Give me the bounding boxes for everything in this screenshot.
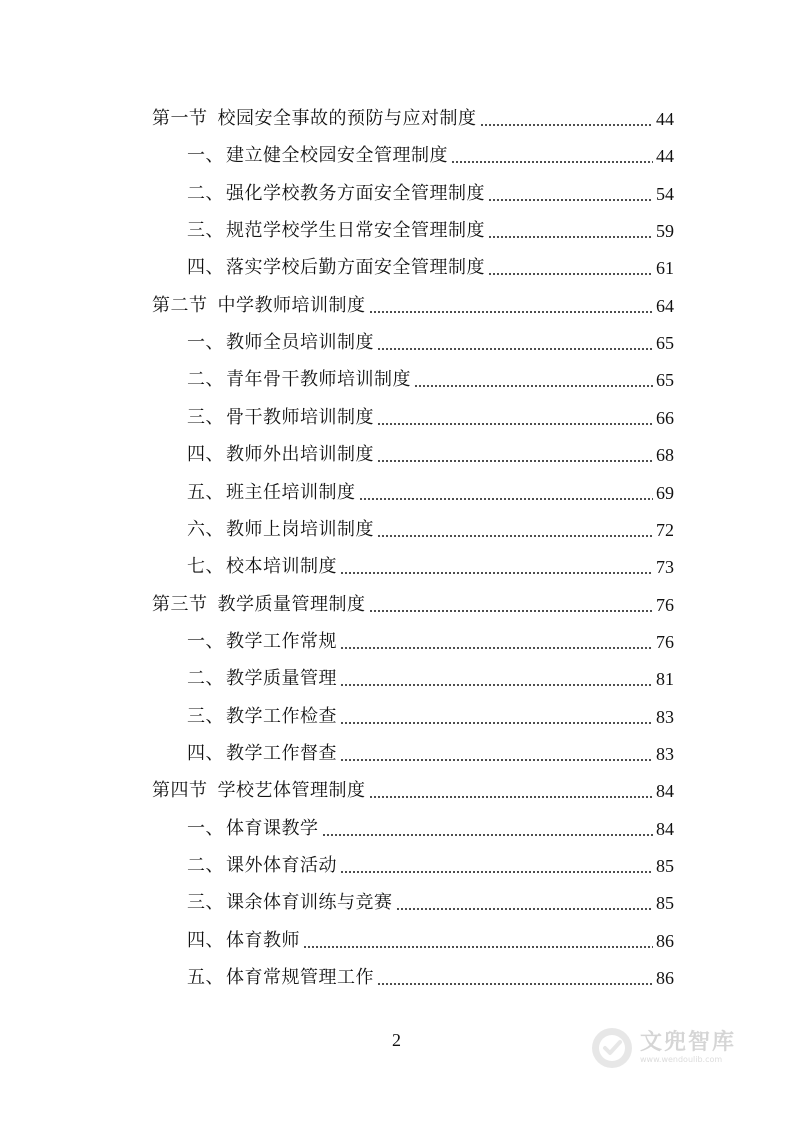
toc-item-entry[interactable] bbox=[187, 478, 674, 508]
page-number: 2 bbox=[392, 1030, 401, 1050]
toc-entry-number: 五、 bbox=[187, 967, 224, 989]
toc-entry-number: 四、 bbox=[187, 742, 224, 764]
toc-entry-title bbox=[187, 702, 337, 732]
toc-dot-leader bbox=[377, 983, 653, 985]
toc-entry-title bbox=[187, 552, 337, 582]
toc-item-entry[interactable] bbox=[187, 365, 674, 395]
toc-entry-title bbox=[152, 776, 366, 806]
toc-item-entry[interactable] bbox=[187, 440, 674, 470]
toc-dot-leader bbox=[322, 834, 654, 836]
toc-entry-title bbox=[187, 328, 374, 358]
toc-item-entry[interactable] bbox=[187, 515, 674, 545]
toc-page-number: 65 bbox=[656, 333, 674, 354]
toc-entry-title bbox=[187, 814, 319, 844]
toc-item-entry[interactable] bbox=[187, 627, 674, 657]
toc-item-entry[interactable] bbox=[187, 141, 674, 171]
toc-dot-leader bbox=[359, 498, 654, 500]
toc-entry-title bbox=[187, 440, 374, 470]
toc-page-number: 54 bbox=[656, 183, 674, 204]
toc-entry-text: 教学工作常规 bbox=[226, 630, 337, 652]
toc-page-number: 72 bbox=[656, 519, 674, 540]
toc-entry-title bbox=[187, 888, 393, 918]
toc-entry-text: 教师外出培训制度 bbox=[226, 444, 374, 466]
toc-entry-title bbox=[187, 365, 411, 395]
toc-dot-leader bbox=[340, 572, 653, 574]
toc-dot-leader bbox=[480, 124, 654, 126]
toc-page-number: 73 bbox=[656, 557, 674, 578]
toc-page-number: 65 bbox=[656, 370, 674, 391]
toc-dot-leader bbox=[414, 385, 653, 387]
toc-dot-leader bbox=[340, 722, 653, 724]
toc-entry-number: 三、 bbox=[187, 220, 224, 242]
toc-entry-text: 规范学校学生日常安全管理制度 bbox=[226, 220, 485, 242]
toc-dot-leader bbox=[377, 423, 653, 425]
toc-entry-text: 课外体育活动 bbox=[226, 855, 337, 876]
toc-item-entry[interactable] bbox=[187, 216, 674, 246]
toc-section-entry[interactable] bbox=[152, 291, 674, 321]
toc-item-entry[interactable] bbox=[187, 963, 674, 993]
toc-entry-text: 教学质量管理制度 bbox=[217, 593, 366, 615]
toc-item-entry[interactable] bbox=[187, 403, 674, 433]
toc-dot-leader bbox=[303, 946, 653, 948]
toc-page-number: 84 bbox=[656, 781, 674, 802]
toc-dot-leader bbox=[451, 161, 653, 163]
toc-entry-text: 教学质量管理 bbox=[226, 668, 337, 690]
toc-section-entry[interactable] bbox=[152, 776, 674, 806]
toc-page-number: 68 bbox=[656, 445, 674, 466]
toc-dot-leader bbox=[340, 647, 653, 649]
toc-entry-text: 班主任培训制度 bbox=[226, 481, 356, 503]
toc-entry-title bbox=[187, 963, 374, 993]
toc-item-entry[interactable] bbox=[187, 739, 674, 769]
watermark-title: 文兜智库 bbox=[640, 1029, 737, 1055]
toc-entry-text: 强化学校教务方面安全管理制度 bbox=[226, 182, 485, 204]
toc-entry-title bbox=[152, 291, 366, 321]
toc-dot-leader bbox=[340, 684, 653, 686]
toc-dot-leader bbox=[488, 199, 653, 201]
toc-entry-title bbox=[187, 664, 337, 694]
toc-page-number: 76 bbox=[656, 631, 674, 652]
toc-page-number: 66 bbox=[656, 407, 674, 428]
toc-page-number: 81 bbox=[656, 669, 674, 690]
toc-page-number: 84 bbox=[656, 818, 674, 839]
toc-entry-number: 第四节 bbox=[152, 780, 208, 802]
watermark-url: www.wendoulib.com bbox=[640, 1054, 723, 1064]
toc-page-number: 86 bbox=[656, 968, 674, 989]
toc-entry-number: 一、 bbox=[187, 332, 224, 354]
toc-page-number: 83 bbox=[656, 743, 674, 764]
toc-dot-leader bbox=[377, 460, 653, 462]
toc-entry-text: 教学工作督查 bbox=[226, 742, 337, 764]
toc-page-number: 85 bbox=[656, 893, 674, 914]
toc-entry-text: 校本培训制度 bbox=[226, 556, 337, 578]
toc-page-number: 86 bbox=[656, 930, 674, 951]
toc-entry-text: 青年骨干教师培训制度 bbox=[226, 369, 411, 391]
toc-entry-number: 二、 bbox=[187, 855, 224, 876]
toc-entry-number: 三、 bbox=[187, 705, 224, 727]
toc-entry-title bbox=[187, 478, 356, 508]
toc-entry-title bbox=[187, 627, 337, 657]
toc-item-entry[interactable] bbox=[187, 552, 674, 582]
toc-dot-leader bbox=[340, 759, 653, 761]
toc-dot-leader bbox=[369, 610, 654, 612]
toc-entry-title bbox=[187, 851, 337, 881]
toc-item-entry[interactable] bbox=[187, 328, 674, 358]
toc-dot-leader bbox=[377, 535, 653, 537]
toc-entry-number: 一、 bbox=[187, 817, 224, 839]
toc-page-number: 64 bbox=[656, 295, 674, 316]
toc-entry-title bbox=[152, 104, 477, 134]
watermark bbox=[590, 1020, 765, 1075]
toc-entry-number: 第二节 bbox=[152, 294, 208, 316]
wendou-logo-icon bbox=[590, 1026, 634, 1070]
toc-entry-number: 七、 bbox=[187, 556, 224, 578]
toc-page-number: 61 bbox=[656, 258, 674, 279]
toc-item-entry[interactable] bbox=[187, 926, 674, 956]
toc-entry-text: 课余体育训练与竞赛 bbox=[226, 892, 393, 914]
toc-entry-number: 二、 bbox=[187, 668, 224, 690]
toc-entry-title bbox=[152, 590, 366, 620]
toc-entry-number: 第一节 bbox=[152, 108, 208, 129]
toc-page-number: 44 bbox=[656, 146, 674, 167]
toc-entry-text: 体育教师 bbox=[226, 929, 300, 951]
toc-item-entry[interactable] bbox=[187, 888, 674, 918]
toc-dot-leader bbox=[369, 796, 654, 798]
toc-page-number: 59 bbox=[656, 221, 674, 242]
toc-page-number: 76 bbox=[656, 594, 674, 615]
toc-entry-title bbox=[187, 926, 300, 956]
toc-entry-title bbox=[187, 739, 337, 769]
toc-item-entry[interactable] bbox=[187, 179, 674, 209]
toc-dot-leader bbox=[488, 236, 653, 238]
toc-entry-text: 建立健全校园安全管理制度 bbox=[226, 145, 448, 167]
toc-dot-leader bbox=[488, 273, 653, 275]
toc-entry-text: 校园安全事故的预防与应对制度 bbox=[217, 108, 477, 129]
toc-section-entry[interactable] bbox=[152, 104, 674, 134]
toc-entry-number: 四、 bbox=[187, 444, 224, 466]
toc-entry-number: 四、 bbox=[187, 257, 224, 279]
toc-entry-number: 三、 bbox=[187, 406, 224, 428]
toc-dot-leader bbox=[369, 311, 654, 313]
toc-entry-text: 落实学校后勤方面安全管理制度 bbox=[226, 257, 485, 279]
toc-entry-number: 五、 bbox=[187, 481, 224, 503]
toc-dot-leader bbox=[377, 348, 653, 350]
toc-item-entry[interactable] bbox=[187, 702, 674, 732]
toc-entry-text: 体育课教学 bbox=[226, 817, 319, 839]
toc-entry-text: 教学工作检查 bbox=[226, 705, 337, 727]
toc-entry-title bbox=[187, 403, 374, 433]
toc-item-entry[interactable] bbox=[187, 814, 674, 844]
toc-entry-title bbox=[187, 253, 485, 283]
toc-item-entry[interactable] bbox=[187, 253, 674, 283]
toc-entry-text: 教师全员培训制度 bbox=[226, 332, 374, 354]
toc-page-number: 44 bbox=[656, 109, 674, 129]
toc-entry-number: 二、 bbox=[187, 182, 224, 204]
toc-entry-number: 四、 bbox=[187, 929, 224, 951]
toc-entry-text: 体育常规管理工作 bbox=[226, 967, 374, 989]
toc-item-entry[interactable] bbox=[187, 851, 674, 881]
toc-entry-title bbox=[187, 515, 374, 545]
toc-entry-number: 二、 bbox=[187, 369, 224, 391]
toc-entry-title bbox=[187, 216, 485, 246]
toc-page-number: 83 bbox=[656, 706, 674, 727]
toc-entry-number: 第三节 bbox=[152, 593, 208, 615]
toc-page-number: 85 bbox=[656, 856, 674, 876]
toc-entry-number: 三、 bbox=[187, 892, 224, 914]
toc-entry-number: 一、 bbox=[187, 630, 224, 652]
toc-entry-text: 骨干教师培训制度 bbox=[226, 406, 374, 428]
toc-entry-title bbox=[187, 179, 485, 209]
toc-entry-number: 六、 bbox=[187, 518, 224, 540]
toc-section-entry[interactable] bbox=[152, 590, 674, 620]
toc-entry-number: 一、 bbox=[187, 145, 224, 167]
toc-entry-text: 中学教师培训制度 bbox=[217, 294, 366, 316]
toc-entry-text: 学校艺体管理制度 bbox=[217, 780, 366, 802]
toc-dot-leader bbox=[340, 871, 653, 873]
toc-dot-leader bbox=[396, 908, 654, 910]
toc-item-entry[interactable] bbox=[187, 664, 674, 694]
toc-entry-title bbox=[187, 141, 448, 171]
toc-entry-text: 教师上岗培训制度 bbox=[226, 518, 374, 540]
toc-page-number: 69 bbox=[656, 482, 674, 503]
